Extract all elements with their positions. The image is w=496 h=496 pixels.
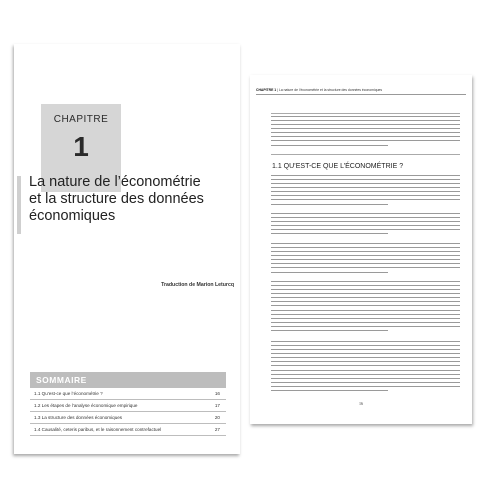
text-line xyxy=(271,382,460,383)
text-line xyxy=(271,213,460,214)
text-line xyxy=(271,267,460,268)
page-number: 16 xyxy=(359,401,363,406)
text-line xyxy=(271,310,460,311)
text-line xyxy=(271,187,460,188)
toc-item-label: 1.4 Causalité, ceteris paribus, et le raisonnement contrefactuel xyxy=(34,427,162,432)
toc-item-page: 20 xyxy=(214,415,220,420)
body-paragraph xyxy=(271,175,460,209)
right-page xyxy=(250,75,472,424)
toc-item[interactable] xyxy=(30,388,226,400)
text-line xyxy=(271,247,460,248)
text-line xyxy=(271,314,460,315)
toc-item-page: 16 xyxy=(214,391,220,396)
text-line xyxy=(271,263,460,264)
section-title: 1.1 QU’EST-CE QUE L’ÉCONOMÉTRIE ? xyxy=(272,163,404,170)
toc-item[interactable] xyxy=(30,400,226,412)
text-line xyxy=(271,140,460,141)
text-line xyxy=(271,386,460,387)
text-line xyxy=(271,179,460,180)
text-line xyxy=(271,124,460,125)
text-line xyxy=(271,285,460,286)
text-line xyxy=(271,251,460,252)
chapter-title xyxy=(29,174,234,225)
body-paragraph xyxy=(271,213,460,239)
table-of-contents xyxy=(30,372,226,436)
text-line xyxy=(271,353,460,354)
text-line xyxy=(271,233,388,234)
text-line xyxy=(271,330,388,331)
running-head-text: La nature de l’économétrie et la structure des données économiques xyxy=(278,88,383,92)
text-line xyxy=(271,136,460,137)
text-line xyxy=(271,217,460,218)
text-line xyxy=(271,128,460,129)
chapter-title-line: La nature de l’économétrie xyxy=(29,174,201,190)
text-line xyxy=(271,132,460,133)
toc-item[interactable] xyxy=(30,424,226,436)
text-line xyxy=(271,281,460,282)
text-line xyxy=(271,357,460,358)
running-head-chapter: CHAPITRE 1 xyxy=(256,88,277,92)
body-paragraph xyxy=(271,243,460,277)
text-line xyxy=(271,322,460,323)
text-line xyxy=(271,378,460,379)
text-line xyxy=(271,199,460,200)
body-paragraph xyxy=(271,341,460,397)
text-line xyxy=(271,204,388,205)
text-line xyxy=(271,195,460,196)
text-line xyxy=(271,289,460,290)
text-line xyxy=(271,272,388,273)
text-line xyxy=(271,191,460,192)
text-line xyxy=(271,326,460,327)
toc-item-label: 1.3 La structure des données économiques xyxy=(34,415,123,420)
text-line xyxy=(271,297,460,298)
text-line xyxy=(271,145,388,146)
text-line xyxy=(271,293,460,294)
chapter-word: CHAPITRE xyxy=(53,114,109,125)
chapter-title-line: et la structure des données xyxy=(29,191,204,207)
running-head: CHAPITRE 1 | La nature de l’économétrie et la structure des données économiques xyxy=(256,88,466,95)
text-line xyxy=(271,120,460,121)
text-line xyxy=(271,390,388,391)
text-line xyxy=(271,225,460,226)
text-line xyxy=(271,301,460,302)
left-page xyxy=(14,44,240,454)
text-line xyxy=(271,305,460,306)
toc-heading: SOMMAIRE xyxy=(30,372,226,388)
text-line xyxy=(271,183,460,184)
toc-item-page: 17 xyxy=(214,403,220,408)
text-line xyxy=(271,221,460,222)
toc-item-label: 1.2 Les étapes de l’analyse économique empirique xyxy=(34,403,138,408)
translator-credit: Traduction de Marion Leturcq xyxy=(161,282,234,288)
text-line xyxy=(271,374,460,375)
text-line xyxy=(271,229,460,230)
text-line xyxy=(271,243,460,244)
intro-text-block xyxy=(271,116,460,151)
text-line xyxy=(271,361,460,362)
text-line xyxy=(271,345,460,346)
text-line xyxy=(271,175,460,176)
chapter-title-line: économiques xyxy=(29,208,116,224)
text-line xyxy=(271,259,460,260)
text-line xyxy=(271,318,460,319)
text-line xyxy=(271,349,460,350)
toc-item-page: 27 xyxy=(214,427,220,432)
text-line xyxy=(271,116,460,117)
chapter-number: 1 xyxy=(73,131,89,162)
title-accent-bar xyxy=(17,176,21,234)
toc-item-label: 1.1 Qu’est-ce que l’économétrie ? xyxy=(34,391,103,396)
body-paragraph xyxy=(271,281,460,337)
text-line xyxy=(271,370,460,371)
text-line xyxy=(271,365,460,366)
toc-item[interactable] xyxy=(30,412,226,424)
text-line xyxy=(271,255,460,256)
text-line xyxy=(271,341,460,342)
